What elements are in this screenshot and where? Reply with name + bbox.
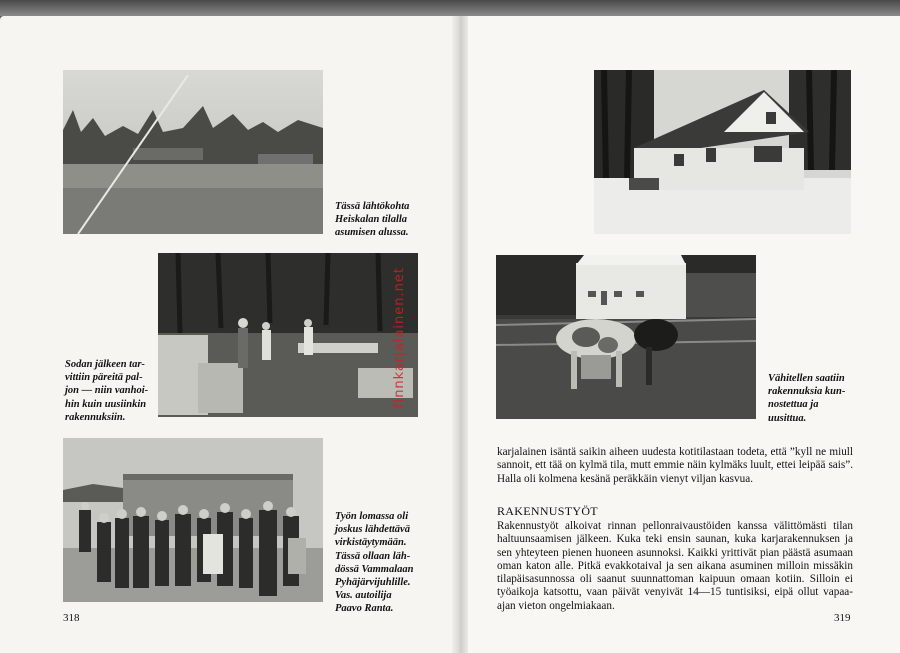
paragraph-text: karjalainen isäntä saikin aiheen uudesta kotitilastaan todeta, että ”kyll ne miull sannoit, ett tää on kylmä tila, mutt emmie näin kylmäks luult, ettei leipää sais”. Halla oli kolmena kesänä peräkkäin vienyt viljan kasvua. <box>497 446 853 485</box>
body-paragraph-2 <box>497 520 853 613</box>
photo-cows-barn <box>496 255 756 419</box>
section-heading: RAKENNUSTYÖT <box>497 504 598 518</box>
photo-house-winter <box>594 70 851 234</box>
photo-field-farm <box>63 70 323 234</box>
photo-shingle-work <box>158 253 418 417</box>
scanner-edge <box>0 0 900 16</box>
paragraph-text: Rakennustyöt alkoivat rinnan pellonraivaustöiden kanssa välittömästi tilan haltuunsaamisen jälkeen. Kuka teki ensin saunan, kuka karjarakennuksen ja sen yhteyteen pienen huoneen asunnoksi. Kaikki yrittivät pian päästä asumaan oman katon alle. Pitkä evakkotaival ja sen aikana asuminen milloin missäkin tilapäisasunnossa oli saanut suunnattoman kaipuun omaan kotiin. Silloin ei työaikoja katsottu, vaan päivät venyivät 14—15 tuntisiksi, eipä ollut vapaa-ajan vieton ongelmiakaan. <box>497 520 853 612</box>
caption-photo1: Tässä lähtökohta Heiskalan tilalla asumisen alussa. <box>335 201 410 239</box>
body-paragraph-1 <box>497 446 853 486</box>
watermark-text: finnkarjalainen.net <box>392 267 407 408</box>
photo-group-trip <box>63 438 323 602</box>
caption-photo3: Työn lomassa oli joskus lähdettävä virkistäytymään. Tässä ollaan läh- dössä Vammalaan Pyhäjärvijuhlille. Vas. autoilija Paavo Ranta. <box>335 511 414 615</box>
book-gutter <box>452 16 468 653</box>
caption-photo2: Sodan jälkeen tar- vittiin päreitä pal- jon — niin vanhoi- hin kuin uusiinkin rakennuksiin. <box>65 359 149 423</box>
caption-photo5: Vähitellen saatiin rakennuksia kun- nostettua ja uusittua. <box>768 373 846 424</box>
page-number-left: 318 <box>63 612 80 624</box>
page-number-right: 319 <box>834 612 851 624</box>
